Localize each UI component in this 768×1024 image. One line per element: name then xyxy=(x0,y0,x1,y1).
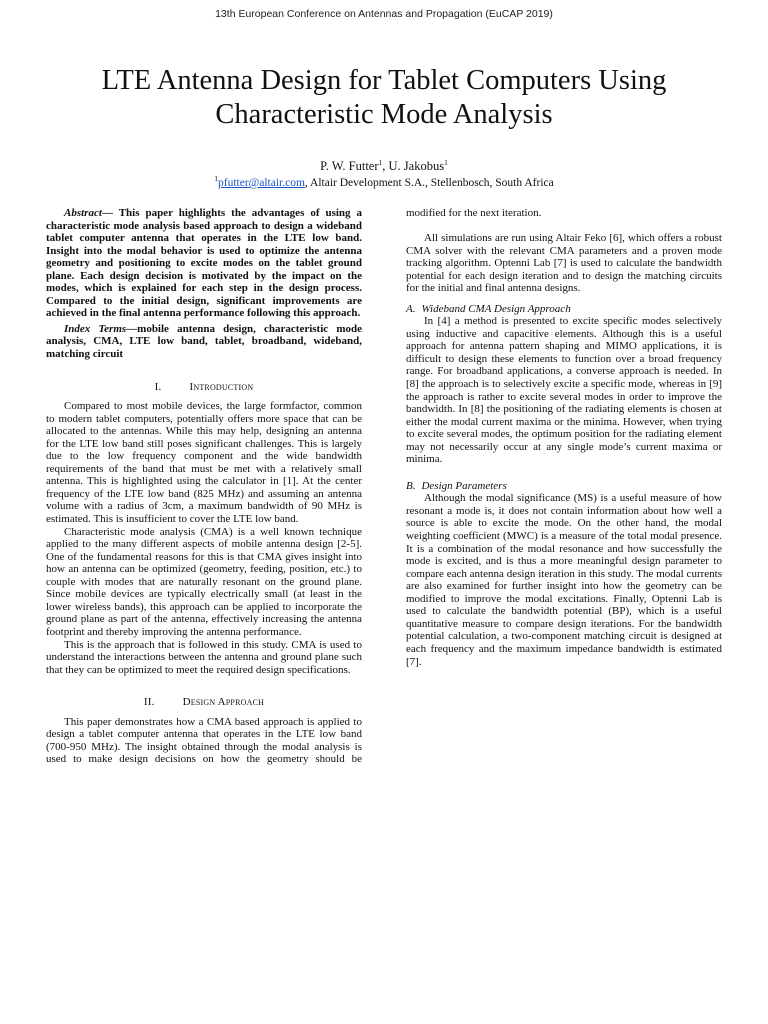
paper-title xyxy=(40,64,728,132)
author-affil-marker: 1 xyxy=(378,157,383,167)
design-paragraph-part1: This paper demonstrates how a CMA based approach is applied to design a tablet computer antenna that operates in the LTE low band (700-950 MHz). The insight obtained through the modal analysis is used to make design decisions on how the geometry should be xyxy=(46,715,362,766)
abstract-text: This paper highlights the advantages of using a characteristic mode analysis based approach to design a wideband tablet computer antenna that operates in the LTE low band. Insight into the modal behavior is used to optimize the antenna geometry and positioning to excite modes on the tablet ground plane. Each design decision is motivated by the impact on the modes, which is explained for each step in the design process. Compared to the initial design, significant improvements are achieved in the final antenna performance following this approach. xyxy=(46,207,362,320)
design-paragraph-continuation xyxy=(406,207,722,232)
author-affil-marker: 1 xyxy=(444,157,448,167)
section-number: I. xyxy=(154,380,162,393)
subsection-heading-design-parameters xyxy=(406,480,722,493)
design-parameters-paragraph: Although the modal significance (MS) is a useful measure of how resonant a mode is, it does not contain information about how well a source is able to excite the mode. On the other hand, the modal weighting coefficient (MWC) is a measure of the total modal presence. It is a combination of the modal resonance and how successfully the mode is excited, and is thus a more meaningful design parameter to compare each antenna design iteration in this study. The modal currents are also examined for further insight into how the geometry can be modified to improve the modal excitations. Finally, Optenni Lab is used to calculate the bandwidth potential (BP), which is a useful quantitative measure to compare design iterations. For the bandwidth potential calculation, a two-component matching circuit is designed at each frequency and the maximum impedance bandwidth is estimated [7]. xyxy=(406,492,722,668)
intro-paragraph: This is the approach that is followed in this study. CMA is used to understand the interactions between the antenna and ground plane such that they can be optimized to meet the required design specifications. xyxy=(46,638,362,676)
left-column xyxy=(46,207,362,766)
design-paragraph-part1-overflow: modified for the next iteration. xyxy=(406,207,542,220)
section-title: Design Approach xyxy=(182,696,265,709)
subsection-title: Wideband CMA Design Approach xyxy=(421,302,571,315)
affiliation-text: , Altair Development S.A., Stellenbosch, South Africa xyxy=(304,177,554,189)
subsection-label: A. xyxy=(406,302,416,315)
section-heading-introduction xyxy=(46,381,362,394)
affiliation xyxy=(0,174,768,189)
author-separator: , xyxy=(382,159,389,173)
conference-header: 13th European Conference on Antennas and Propagation (EuCAP 2019) xyxy=(215,8,553,20)
author-list xyxy=(0,159,768,174)
author-name: U. Jakobus xyxy=(388,159,445,173)
intro-paragraph: Characteristic mode analysis (CMA) is a well known technique applied to the many different aspects of mobile antenna design [2-5]. One of the fundamental reasons for this is that CMA gives insight into how an antenna can be optimized (geometry, feeding, position, etc.) to couple with modes that are naturally resonant on the ground plane. Since mobile devices are typically electrically small (at least in the lower wireless bands), this approach can be applied to incorporate the ground plane as part of the antenna, effectively increasing the antenna footprint and thereby improving the antenna performance. xyxy=(46,525,362,638)
subsection-title: Design Parameters xyxy=(421,479,507,492)
abstract-label: Abstract xyxy=(64,207,102,219)
right-column xyxy=(406,207,722,668)
index-terms-text: —mobile antenna design, characteristic mode analysis, CMA, LTE low band, tablet, broadband, wideband, matching circuit xyxy=(46,322,362,361)
author-email-link[interactable]: pfutter@altair.com xyxy=(218,177,305,189)
subsection-label: B. xyxy=(406,479,416,492)
index-terms-label: Index Terms xyxy=(64,322,127,335)
index-terms xyxy=(46,323,362,361)
affil-marker: 1 xyxy=(214,174,218,184)
section-number: II. xyxy=(143,696,155,709)
section-heading-design-approach xyxy=(46,696,362,709)
author-name: P. W. Futter xyxy=(320,159,379,173)
intro-paragraph: Compared to most mobile devices, the large formfactor, common to modern tablet computers, potentially offers more space that can be allocated to the antennas. While this may help, designing an antenna for the LTE low band still poses significant challenges. This is largely due to the low frequency component and the wide bandwidth requirements of the band that must be met with a relatively small antenna. This is highlighted using the calculator in [1]. At the center frequency of the LTE low band (825 MHz) and assuming an antenna volume with a radius of 3cm, a maximum bandwidth of 90 MHz is estimated. This is insufficient to cover the LTE low band. xyxy=(46,400,362,526)
design-paragraph: All simulations are run using Altair Feko [6], which offers a robust CMA solver with the relevant CMA parameters and a proven mode tracking algorithm. Optenni Lab [7] is used to calculate the bandwidth potential for each design iteration and to design the matching circuits for the initial and final antenna designs. xyxy=(406,232,722,295)
abstract xyxy=(46,207,362,320)
abstract-dash: — xyxy=(101,207,119,219)
subsection-heading-wideband-cma xyxy=(406,303,722,316)
wideband-cma-paragraph: In [4] a method is presented to excite specific modes selectively using inductive and capacitive elements. Although this is a useful approach for antenna pattern shaping and MIMO applications, it is difficult to design these elements to function over a broad frequency range. For broadband applications, a converse approach is needed. In [8] the approach is to selectively excite a specific mode, whereas in [9] the approach is rather to excite several modes in order to improve the bandwidth. In [8] the positioning of the radiating elements is chosen at either the modal current maxima or the minima. However, when trying to excite several modes, the optimum position for the radiating element may not necessarily occur at any single mode’s current maxima or minima. xyxy=(406,315,722,466)
section-title: Introduction xyxy=(189,380,254,393)
title-line-1: LTE Antenna Design for Tablet Computers Using xyxy=(101,65,667,96)
title-line-2: Characteristic Mode Analysis xyxy=(215,99,553,130)
